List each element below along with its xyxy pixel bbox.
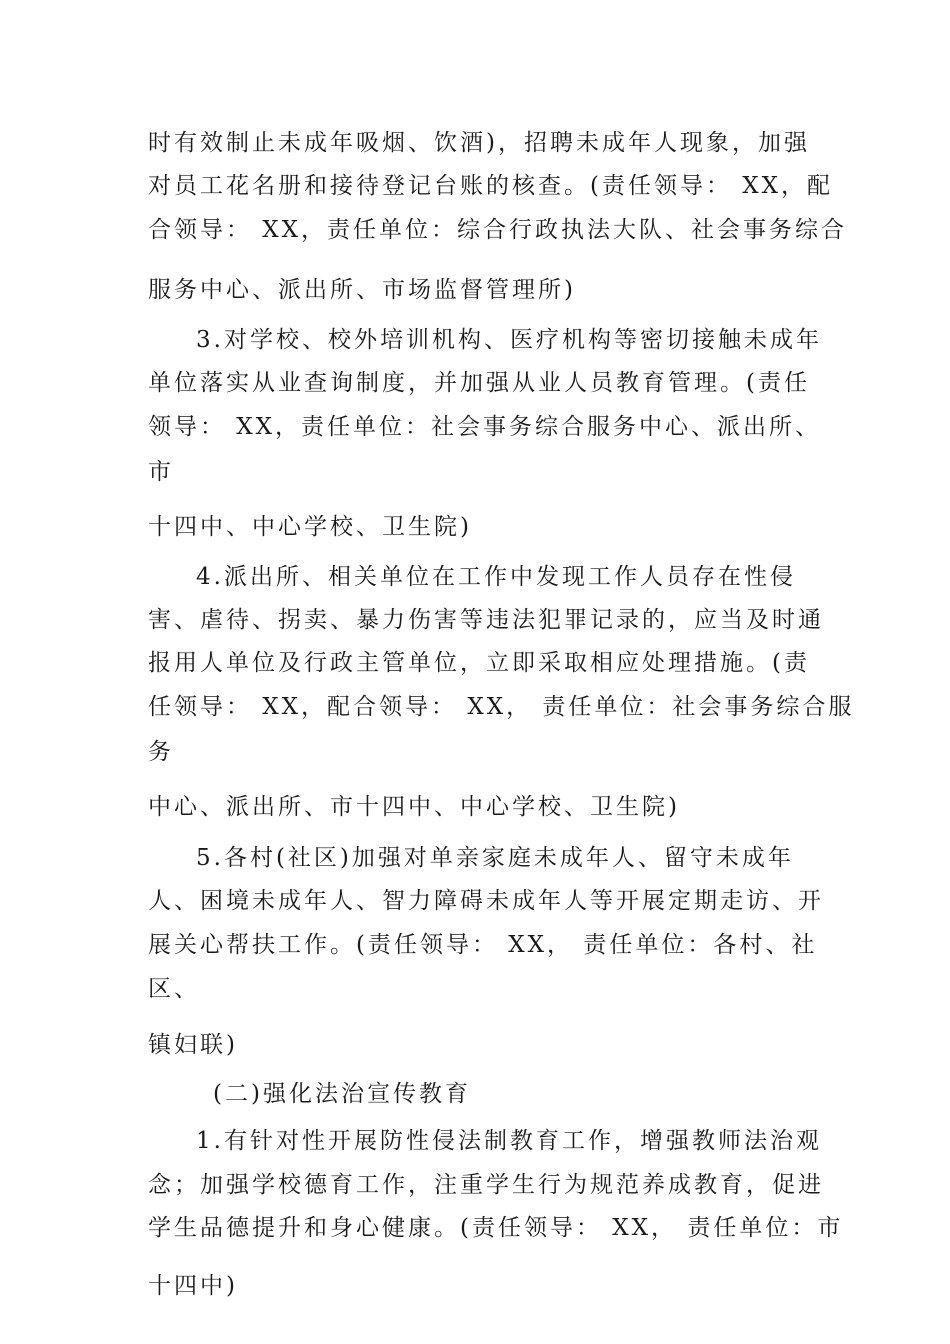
text-line: 中心、派出所、市十四中、中心学校、卫生院) [148, 794, 680, 820]
text-line: 十四中、中心学校、卫生院) [148, 514, 472, 540]
section-heading: (二)强化法治宣传教育 [213, 1081, 471, 1107]
text-line: 十四中) [148, 1273, 238, 1299]
text-line: 害、虐待、拐卖、暴力伤害等违法犯罪记录的，应当及时通 [148, 607, 824, 633]
text-line: 镇妇联) [148, 1032, 238, 1058]
text-line: 4.派出所、相关单位在工作中发现工作人员存在性侵 [196, 564, 796, 590]
text-line: 时有效制止未成年吸烟、饮酒)，招聘未成年人现象，加强 [148, 130, 810, 156]
text-line: 念；加强学校德育工作，注重学生行为规范养成教育，促进 [148, 1172, 824, 1198]
text-line: 务 [148, 739, 174, 765]
text-line: 区、 [148, 976, 200, 1002]
text-line: 对员工花名册和接待登记台账的核查。(责任领导： XX，配 [148, 173, 834, 199]
text-line: 展关心帮扶工作。(责任领导： XX， 责任单位：各村、社 [148, 932, 818, 958]
text-line: 人、困境未成年人、智力障碍未成年人等开展定期走访、开 [148, 888, 824, 914]
text-line: 服务中心、派出所、市场监督管理所) [148, 277, 576, 303]
text-line: 5.各村(社区)加强对单亲家庭未成年人、留守未成年 [196, 845, 794, 871]
text-line: 领导： XX，责任单位：社会事务综合服务中心、派出所、 [148, 414, 822, 440]
text-line: 报用人单位及行政主管单位，立即采取相应处理措施。(责 [148, 650, 810, 676]
text-line: 单位落实从业查询制度，并加强从业人员教育管理。(责任 [148, 370, 810, 396]
text-line: 1.有针对性开展防性侵法制教育工作，增强教师法治观 [196, 1128, 822, 1154]
text-line: 市 [148, 459, 174, 485]
text-line: 任领导： XX，配合领导： XX， 责任单位：社会事务综合服 [148, 694, 855, 720]
text-line: 合领导： XX，责任单位：综合行政执法大队、社会事务综合 [148, 217, 848, 243]
text-line: 3.对学校、校外培训机构、医疗机构等密切接触未成年 [196, 327, 822, 353]
text-line: 学生品德提升和身心健康。(责任领导： XX， 责任单位：市 [148, 1215, 844, 1241]
